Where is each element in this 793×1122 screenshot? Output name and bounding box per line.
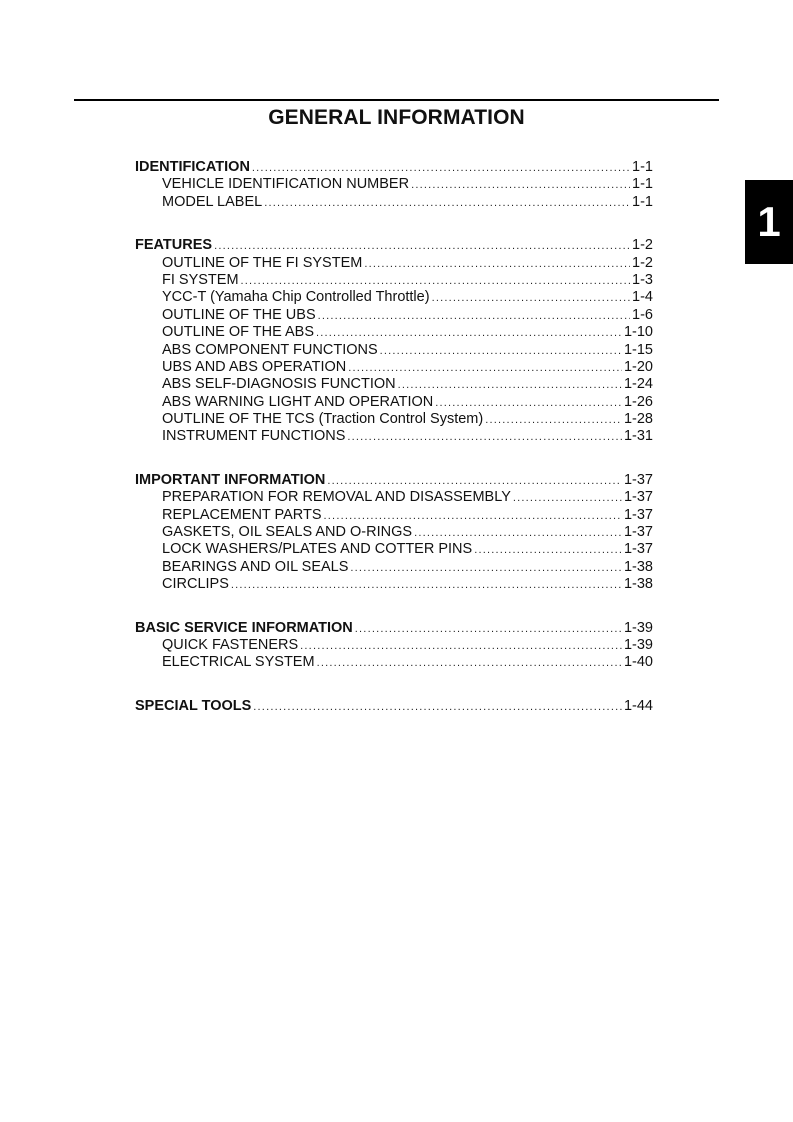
- toc-entry[interactable]: [135, 507, 653, 524]
- dot-leader: [380, 345, 622, 357]
- toc-section-heading[interactable]: [135, 698, 653, 715]
- dot-leader: [435, 397, 622, 409]
- toc-entry[interactable]: [135, 411, 653, 428]
- toc-page-number: 1-15: [623, 341, 653, 358]
- toc-entry-title: ELECTRICAL SYSTEM: [162, 654, 315, 671]
- toc-page-number: 1-20: [623, 358, 653, 375]
- toc-entry-title: PREPARATION FOR REMOVAL AND DISASSEMBLY: [162, 489, 511, 506]
- dot-leader: [241, 275, 630, 287]
- toc-page-number: 1-1: [632, 176, 653, 193]
- toc-entry-title: OUTLINE OF THE TCS (Traction Control System): [162, 411, 484, 428]
- toc-page-number: 1-28: [623, 411, 653, 428]
- toc-entry-title: CIRCLIPS: [162, 576, 229, 593]
- toc-entry-title: UBS AND ABS OPERATION: [162, 358, 347, 375]
- toc-page-number: 1-38: [623, 558, 653, 575]
- dot-leader: [324, 510, 622, 522]
- toc-entry-title: GASKETS, OIL SEALS AND O-RINGS: [162, 524, 413, 541]
- toc-entry-title: VEHICLE IDENTIFICATION NUMBER: [162, 176, 410, 193]
- dot-leader: [398, 379, 622, 391]
- header-rule: [74, 99, 719, 101]
- toc-entry-title: ABS COMPONENT FUNCTIONS: [162, 341, 378, 358]
- toc-page-number: 1-39: [623, 636, 653, 653]
- toc-section-heading[interactable]: [135, 620, 653, 637]
- toc-entry-title: LOCK WASHERS/PLATES AND COTTER PINS: [162, 541, 473, 558]
- dot-leader: [316, 327, 622, 339]
- toc-entry[interactable]: [135, 289, 653, 306]
- toc-entry-title: OUTLINE OF THE UBS: [162, 306, 316, 323]
- toc-page-number: 1-37: [623, 471, 653, 488]
- toc-page-number: 1-26: [623, 393, 653, 410]
- toc-page-number: 1-37: [623, 524, 653, 541]
- page-title: GENERAL INFORMATION: [268, 106, 525, 129]
- toc-entry[interactable]: [135, 428, 653, 445]
- toc-section: [135, 159, 653, 211]
- toc-section: [135, 620, 653, 672]
- toc-entry-title: YCC-T (Yamaha Chip Controlled Throttle): [162, 289, 430, 306]
- toc-entry[interactable]: [135, 307, 653, 324]
- toc-entry[interactable]: [135, 576, 653, 593]
- toc-page-number: 1-24: [623, 376, 653, 393]
- dot-leader: [214, 240, 630, 252]
- toc-entry[interactable]: [135, 637, 653, 654]
- dot-leader: [355, 623, 622, 635]
- toc-page-number: 1-37: [623, 541, 653, 558]
- toc-entry[interactable]: [135, 342, 653, 359]
- toc-section-heading[interactable]: [135, 159, 653, 176]
- dot-leader: [252, 162, 630, 174]
- dot-leader: [348, 362, 622, 374]
- toc-page-number: 1-44: [623, 697, 653, 714]
- toc-entry-title: FEATURES: [135, 237, 213, 254]
- toc-page-number: 1-1: [632, 159, 653, 175]
- toc-entry-title: OUTLINE OF THE ABS: [162, 324, 315, 341]
- toc-entry[interactable]: [135, 524, 653, 541]
- toc-entry[interactable]: [135, 654, 653, 671]
- toc-entry[interactable]: [135, 541, 653, 558]
- toc-entry-title: ABS WARNING LIGHT AND OPERATION: [162, 393, 434, 410]
- toc-entry[interactable]: [135, 272, 653, 289]
- toc-page-number: 1-38: [623, 576, 653, 593]
- dot-leader: [350, 562, 622, 574]
- toc-entry[interactable]: [135, 359, 653, 376]
- dot-leader: [414, 527, 622, 539]
- dot-leader: [318, 310, 630, 322]
- toc-page-number: 1-6: [632, 306, 653, 323]
- toc-page-number: 1-37: [623, 506, 653, 523]
- toc-entry-title: REPLACEMENT PARTS: [162, 506, 322, 523]
- toc-entry[interactable]: [135, 489, 653, 506]
- dot-leader: [432, 292, 630, 304]
- chapter-number: 1: [757, 198, 781, 245]
- toc-entry[interactable]: [135, 324, 653, 341]
- chapter-tab: [745, 180, 793, 264]
- dot-leader: [264, 197, 630, 209]
- toc-entry[interactable]: [135, 194, 653, 211]
- dot-leader: [364, 258, 630, 270]
- toc-page-number: 1-10: [623, 324, 653, 341]
- toc-page-number: 1-39: [623, 619, 653, 636]
- toc-entry[interactable]: [135, 559, 653, 576]
- dot-leader: [485, 414, 622, 426]
- toc-entry-title: OUTLINE OF THE FI SYSTEM: [162, 254, 363, 271]
- toc-entry-title: MODEL LABEL: [162, 193, 263, 210]
- toc-entry-title: IDENTIFICATION: [135, 159, 250, 175]
- toc-section-heading[interactable]: [135, 237, 653, 254]
- toc-page-number: 1-1: [632, 193, 653, 210]
- dot-leader: [474, 544, 622, 556]
- dot-leader: [231, 579, 622, 591]
- toc-page-number: 1-4: [632, 289, 653, 306]
- dot-leader: [327, 475, 622, 487]
- toc-page-number: 1-3: [632, 271, 653, 288]
- toc-entry-title: FI SYSTEM: [162, 271, 239, 288]
- toc-page-number: 1-37: [623, 489, 653, 506]
- table-of-contents: [135, 159, 653, 741]
- toc-entry-title: IMPORTANT INFORMATION: [135, 471, 326, 488]
- toc-page-number: 1-2: [632, 237, 653, 254]
- toc-entry-title: ABS SELF-DIAGNOSIS FUNCTION: [162, 376, 396, 393]
- dot-leader: [300, 640, 622, 652]
- toc-page-number: 1-40: [623, 654, 653, 671]
- toc-page-number: 1-31: [623, 428, 653, 445]
- toc-section-heading[interactable]: [135, 472, 653, 489]
- toc-entry-title: SPECIAL TOOLS: [135, 697, 252, 714]
- toc-entry-title: BEARINGS AND OIL SEALS: [162, 558, 349, 575]
- toc-entry-title: QUICK FASTENERS: [162, 636, 299, 653]
- toc-entry-title: BASIC SERVICE INFORMATION: [135, 619, 353, 636]
- dot-leader: [253, 701, 622, 713]
- toc-entry[interactable]: [135, 176, 653, 193]
- toc-entry-title: INSTRUMENT FUNCTIONS: [162, 428, 346, 445]
- toc-section: [135, 472, 653, 594]
- toc-entry[interactable]: [135, 394, 653, 411]
- dot-leader: [411, 179, 630, 191]
- dot-leader: [513, 492, 622, 504]
- dot-leader: [347, 431, 622, 443]
- toc-section: [135, 698, 653, 715]
- toc-entry[interactable]: [135, 255, 653, 272]
- toc-section: [135, 237, 653, 446]
- dot-leader: [317, 657, 622, 669]
- toc-entry[interactable]: [135, 376, 653, 393]
- toc-page-number: 1-2: [632, 254, 653, 271]
